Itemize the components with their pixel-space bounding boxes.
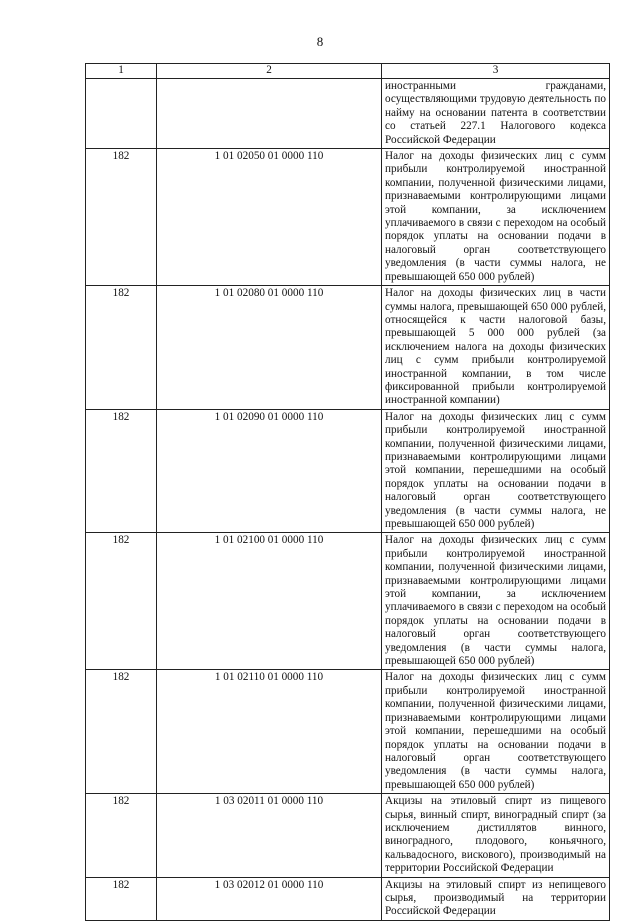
description-cell: Акцизы на этиловый спирт из непищевого сырья, производимый на территории Российской Федерации: [382, 877, 610, 920]
admin-code-cell: 182: [86, 286, 157, 410]
description-cell: Налог на доходы физических лиц с сумм прибыли контролируемой иностранной компании, полученной физическими лицами, признаваемыми контролирующими лицами этой компании, перешедшими на особый порядок уплаты на основании подачи в налоговый орган соответствующего уведомления (в части суммы налога, не превышающей 650 000 рублей): [382, 409, 610, 533]
admin-code-cell: 182: [86, 670, 157, 794]
admin-code-cell: [86, 79, 157, 149]
table-row: [86, 794, 610, 877]
admin-code-cell: 182: [86, 533, 157, 670]
description-cell: Налог на доходы физических лиц с сумм прибыли контролируемой иностранной компании, полученной физическими лицами, признаваемыми контролирующими лицами этой компании, за исключением уплачиваемого в связи с переходом на особый порядок уплаты на основании подачи в налоговый орган соответствующего уведомления (в части суммы налога, не превышающей 650 000 рублей): [382, 149, 610, 286]
column-header-3: 3: [382, 64, 610, 79]
table-row: [86, 79, 610, 149]
table-row: [86, 409, 610, 533]
column-header-2: 2: [157, 64, 382, 79]
budget-code-cell: [157, 79, 382, 149]
description-cell: Акцизы на этиловый спирт из пищевого сырья, винный спирт, виноградный спирт (за исключением дистиллятов винного, виноградного, плодового, коньячного, кальвадосного, вискового), производимый на территории Российской Федерации: [382, 794, 610, 877]
table-header-row: [86, 64, 610, 79]
budget-code-cell: 1 01 02100 01 0000 110: [157, 533, 382, 670]
budget-code-cell: 1 03 02011 01 0000 110: [157, 794, 382, 877]
page-number: 8: [316, 34, 324, 49]
column-header-1: 1: [86, 64, 157, 79]
table-row: [86, 149, 610, 286]
table-row: [86, 877, 610, 920]
admin-code-cell: 182: [86, 877, 157, 920]
table-row: [86, 533, 610, 670]
description-cell: Налог на доходы физических лиц с сумм прибыли контролируемой иностранной компании, полученной физическими лицами, признаваемыми контролирующими лицами этой компании, за исключением уплачиваемого в связи с переходом на особый порядок уплаты на основании подачи в налоговый орган соответствующего уведомления (в части суммы налога, превышающей 650 000 рублей): [382, 533, 610, 670]
description-cell: Налог на доходы физических лиц в части суммы налога, превышающей 650 000 рублей, относящейся к части налоговой базы, превышающей 5 000 000 рублей (за исключением налога на доходы физических лиц с сумм прибыли контролируемой иностранной компании, в том числе фиксированной прибыли контролируемой иностранной компании): [382, 286, 610, 410]
budget-code-cell: 1 03 02012 01 0000 110: [157, 877, 382, 920]
budget-code-cell: 1 01 02050 01 0000 110: [157, 149, 382, 286]
budget-code-cell: 1 01 02110 01 0000 110: [157, 670, 382, 794]
description-cell: Налог на доходы физических лиц с сумм прибыли контролируемой иностранной компании, полученной физическими лицами, признаваемыми контролирующими лицами этой компании, перешедшими на особый порядок уплаты на основании подачи в налоговый орган соответствующего уведомления (в части суммы налога, превышающей 650 000 рублей): [382, 670, 610, 794]
budget-code-cell: 1 01 02090 01 0000 110: [157, 409, 382, 533]
table-row: [86, 286, 610, 410]
table-row: [86, 670, 610, 794]
budget-code-cell: 1 01 02080 01 0000 110: [157, 286, 382, 410]
admin-code-cell: 182: [86, 409, 157, 533]
budget-codes-table: [85, 63, 610, 921]
admin-code-cell: 182: [86, 149, 157, 286]
admin-code-cell: 182: [86, 794, 157, 877]
description-cell: иностранными гражданами, осуществляющими трудовую деятельность по найму на основании патента в соответствии со статьей 227.1 Налогового кодекса Российской Федерации: [382, 79, 610, 149]
